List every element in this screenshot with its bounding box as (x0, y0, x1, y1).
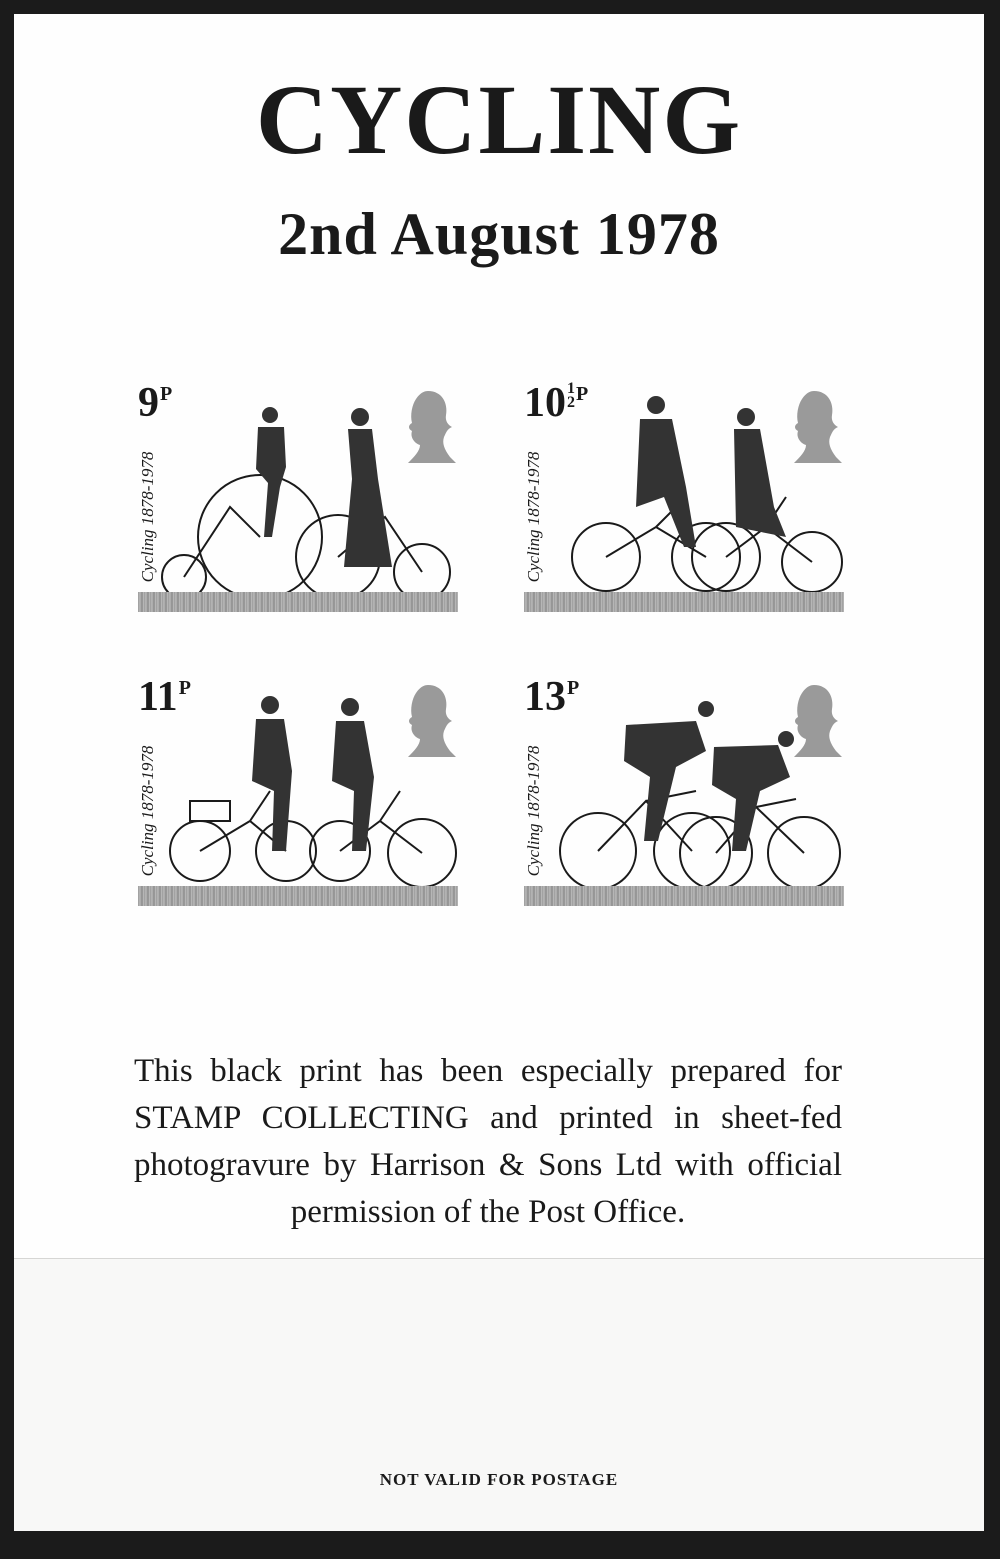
caption-text: Cycling 1878-1978 (524, 745, 543, 877)
value-unit: P (576, 383, 589, 405)
caption-text: Cycling 1878-1978 (138, 451, 157, 583)
stamp-9p (138, 382, 458, 612)
value-unit: P (178, 677, 191, 699)
value-number: 10 (524, 380, 566, 426)
value-number: 11 (138, 674, 178, 720)
sheet-title: CYCLING (255, 64, 743, 175)
stamp-caption (138, 736, 158, 886)
safety-bicycles-illustration (546, 387, 844, 612)
caption-text: Cycling 1878-1978 (138, 745, 157, 877)
fraction-numerator: 1 (567, 380, 575, 397)
value-unit: P (567, 677, 580, 699)
print-description: This black print has been especially prepared for STAMP COLLECTING and printed in sheet-fed photogravure by Harrison & Sons Ltd with official permission of the Post Office. (134, 1053, 842, 1230)
road-ground (138, 886, 458, 906)
value-unit: P (160, 383, 173, 405)
modern-bicycles-illustration (160, 681, 458, 906)
high-wheel-bicycles-illustration (160, 387, 458, 612)
stamp-caption (524, 442, 544, 592)
not-valid-notice: NOT VALID FOR POSTAGE (379, 1470, 619, 1489)
road-ground (138, 592, 458, 612)
lower-fold-panel (14, 1258, 984, 1531)
value-number: 13 (524, 674, 566, 720)
racing-bicycles-illustration (546, 681, 844, 906)
black-print-sheet (14, 14, 984, 1531)
stamp-11p (138, 676, 458, 906)
fraction-denominator: 2 (567, 394, 575, 412)
value-number: 9 (138, 380, 159, 426)
road-ground (524, 886, 844, 906)
caption-text: Cycling 1878-1978 (524, 451, 543, 583)
stamp-13p (524, 676, 844, 906)
stamp-caption (138, 442, 158, 592)
stamp-caption (524, 736, 544, 886)
road-ground (524, 592, 844, 612)
issue-date: 2nd August 1978 (278, 201, 720, 267)
stamp-10-half-p (524, 382, 844, 612)
